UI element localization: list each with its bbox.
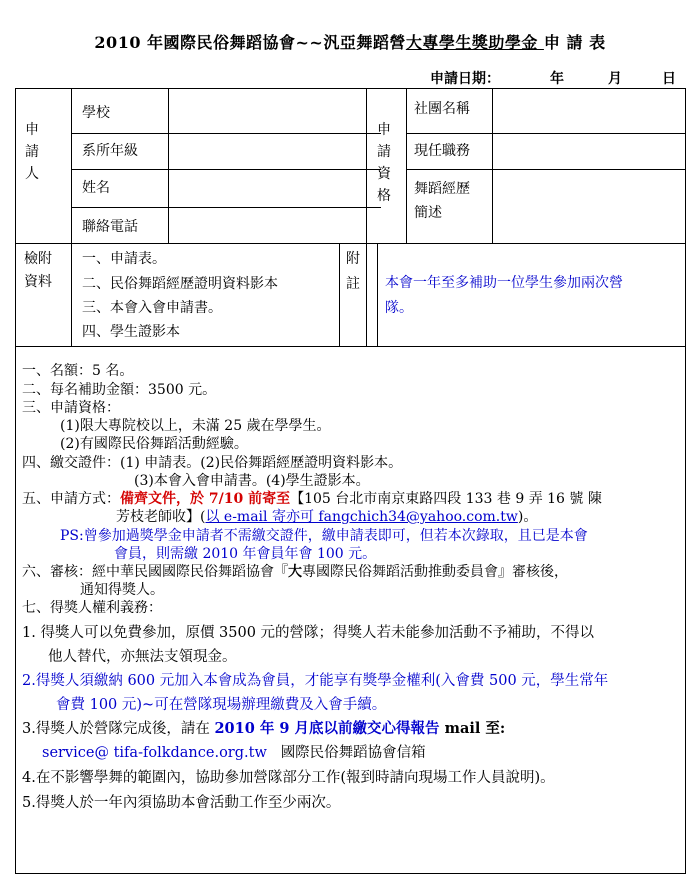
attachment-item-4: 四、學生證影本 [82, 324, 180, 340]
title-underlined: 大專學生獎助學金 [405, 33, 544, 52]
current-position-input[interactable] [493, 134, 686, 169]
obligation-3b: service@ tifa-folkdance.org.tw 國際民俗舞蹈協會信箱 [42, 745, 426, 761]
rule-amount: 二、每名補助金額：3500 元。 [22, 382, 217, 398]
field-school: 學校 [82, 105, 110, 121]
title-prefix: 2010 年國際民俗舞蹈協會~~汎亞舞蹈營 [94, 33, 406, 52]
obligation-2a: 2.得獎人須繳納 600 元加入本會成為會員，才能享有獎學金權利(入會費 500 元，學生常年 [22, 673, 609, 689]
date-month: 月 [608, 71, 622, 87]
contact-email-link[interactable]: 以 e-mail 寄亦可 fangchich34@yahoo.com.tw [205, 509, 518, 525]
rule-review-2: 通知得獎人。 [80, 582, 164, 598]
field-current-position: 現任職務 [414, 143, 470, 159]
attachments-label-2: 資料 [24, 274, 52, 290]
obligation-1b: 他人替代，亦無法支領現金。 [48, 649, 237, 665]
rule-eligibility: 三、申請資格： [22, 400, 120, 416]
date-day: 日 [662, 71, 676, 87]
applicant-side-label: 申 請 人 [25, 122, 39, 182]
title-suffix: 申 請 表 [543, 33, 606, 52]
rule-documents-2: (3)本會入會申請書。(4)學生證影本。 [134, 473, 370, 489]
obligation-1a: 1. 得獎人可以免費參加，原價 3500 元的營隊；得獎人若未能參加活動不予補助，不得以 [22, 625, 595, 641]
field-dance-experience: 舞蹈經歷 [414, 181, 470, 197]
obligation-5: 5.得獎人於一年內須協助本會活動工作至少兩次。 [22, 795, 341, 811]
field-phone: 聯絡電話 [82, 219, 138, 235]
obligation-3a: 3.得獎人於營隊完成後，請在 2010 年 9 月底以前繳交心得報告 mail 至: [22, 720, 506, 737]
rule-ps-1: PS:曾參加過獎學金申請者不需繳交證件，繳申請表即可，但若本次錄取，且已是本會 [60, 528, 588, 544]
field-club-name: 社團名稱 [414, 101, 470, 117]
date-label: 申請日期： [430, 71, 500, 87]
rule-eligibility-2: (2)有國際民俗舞蹈活動經驗。 [60, 436, 248, 452]
rule-review-1: 六、審核：經中華民國國際民俗舞蹈協會『大專國際民俗舞蹈活動推動委員會』審核後， [22, 564, 568, 580]
obligation-2b: 會費 100 元)~可在營隊現場辦理繳費及入會手續。 [56, 697, 387, 713]
dance-experience-input[interactable] [493, 170, 686, 243]
date-year: 年 [550, 71, 564, 87]
attachments-label-1: 檢附 [24, 251, 52, 267]
field-summary: 簡述 [414, 205, 442, 221]
notes-text-1: 本會一年至多補助一位學生參加兩次營 [385, 275, 623, 291]
school-input[interactable] [169, 89, 366, 133]
notes-text-2: 隊。 [385, 300, 413, 316]
notes-label-2: 註 [346, 276, 360, 292]
rule-quota: 一、名額：5 名。 [22, 363, 134, 379]
qualification-side-label: 申 請 資 格 [377, 122, 391, 204]
club-name-input[interactable] [493, 89, 686, 133]
notes-label-1: 附 [346, 251, 360, 267]
phone-input[interactable] [169, 208, 366, 243]
field-name: 姓名 [82, 180, 110, 196]
attachment-item-1: 一、申請表。 [82, 251, 166, 267]
name-input[interactable] [169, 170, 366, 207]
rule-eligibility-1: (1)限大專院校以上，未滿 25 歲在學學生。 [60, 418, 331, 434]
field-department-grade: 系所年級 [82, 143, 138, 159]
rule-obligations: 七、得獎人權利義務： [22, 600, 162, 616]
department-grade-input[interactable] [169, 134, 366, 169]
obligation-4: 4.在不影響學舞的範圍內，協助參加營隊部分工作(報到時請向現場工作人員說明)。 [22, 770, 555, 786]
rule-documents-1: 四、繳交證件：(1) 申請表。(2)民俗舞蹈經歷證明資料影本。 [22, 455, 403, 471]
service-email-link[interactable]: service@ tifa-folkdance.org.tw [42, 745, 267, 761]
rule-method-2: 芳枝老師收】(以 e-mail 寄亦可 fangchich34@yahoo.com.tw)。 [116, 509, 538, 525]
page-title [0, 30, 700, 53]
rule-method-1: 五、申請方式：備齊文件，於 7/10 前寄至【105 台北市南京東路四段 133 巷 9 弄 16 號 陳 [22, 491, 602, 507]
attachment-item-3: 三、本會入會申請書。 [82, 300, 222, 316]
rule-ps-2: 會員，則需繳 2010 年會員年會 100 元。 [114, 546, 377, 562]
attachment-item-2: 二、民俗舞蹈經歷證明資料影本 [82, 276, 278, 292]
